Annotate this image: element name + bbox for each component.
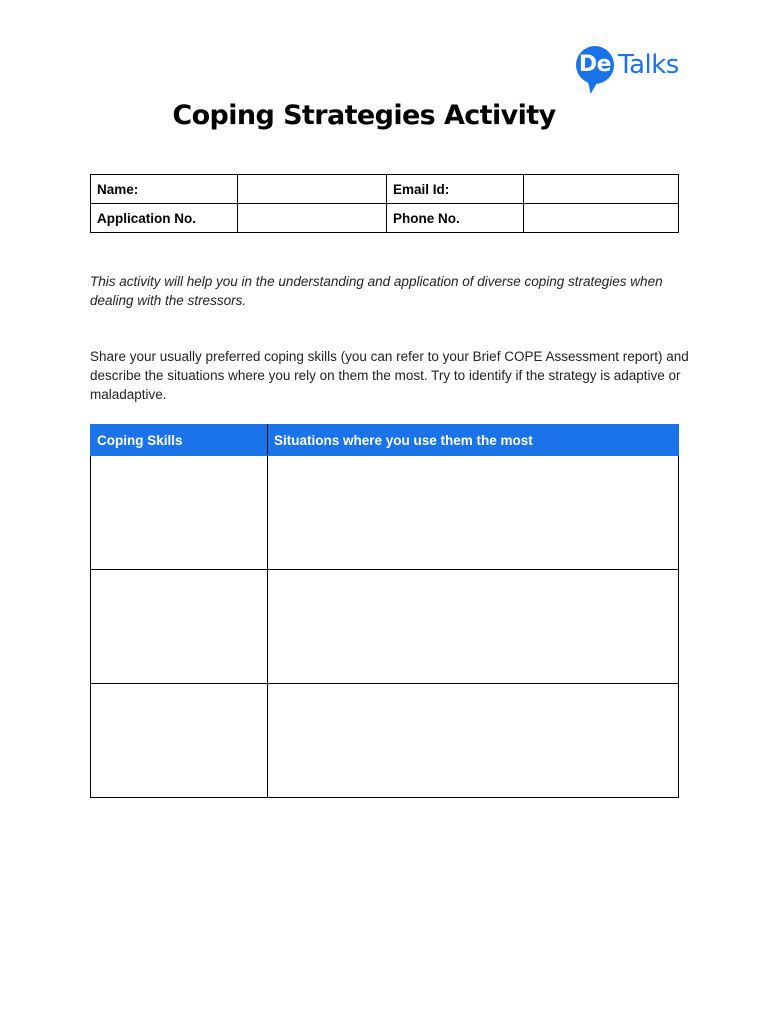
- table-row: [91, 684, 679, 798]
- situation-cell[interactable]: [268, 456, 679, 570]
- coping-skill-cell[interactable]: [91, 684, 268, 798]
- coping-skill-cell[interactable]: [91, 570, 268, 684]
- coping-table: [90, 424, 679, 798]
- name-field[interactable]: [238, 175, 387, 204]
- application-no-label: Application No.: [91, 204, 238, 233]
- email-field[interactable]: [524, 175, 679, 204]
- detalks-logo: [576, 46, 686, 98]
- coping-header-row: [91, 425, 679, 456]
- coping-skills-header: Coping Skills: [91, 425, 268, 456]
- logo-text-talks: Talks: [618, 50, 679, 80]
- application-no-field[interactable]: [238, 204, 387, 233]
- name-label: Name:: [91, 175, 238, 204]
- email-label: Email Id:: [387, 175, 524, 204]
- info-table: [90, 174, 679, 233]
- instruction-text: Share your usually preferred coping skills (you can refer to your Brief COPE Assessment report) and describe the situations where you rely on them the most. Try to identify if the strategy is adaptive or maladaptive.: [90, 349, 689, 402]
- page-title: Coping Strategies Activity: [172, 100, 556, 131]
- situation-cell[interactable]: [268, 570, 679, 684]
- table-row: [91, 570, 679, 684]
- coping-skill-cell[interactable]: [91, 456, 268, 570]
- phone-no-label: Phone No.: [387, 204, 524, 233]
- situations-header: Situations where you use them the most: [268, 425, 679, 456]
- table-row: [91, 456, 679, 570]
- situation-cell[interactable]: [268, 684, 679, 798]
- info-row: [91, 204, 679, 233]
- intro-text: This activity will help you in the understanding and application of diverse coping strategies when dealing with the stressors.: [90, 274, 663, 308]
- phone-no-field[interactable]: [524, 204, 679, 233]
- info-row: [91, 175, 679, 204]
- logo-text-de: De: [578, 52, 612, 77]
